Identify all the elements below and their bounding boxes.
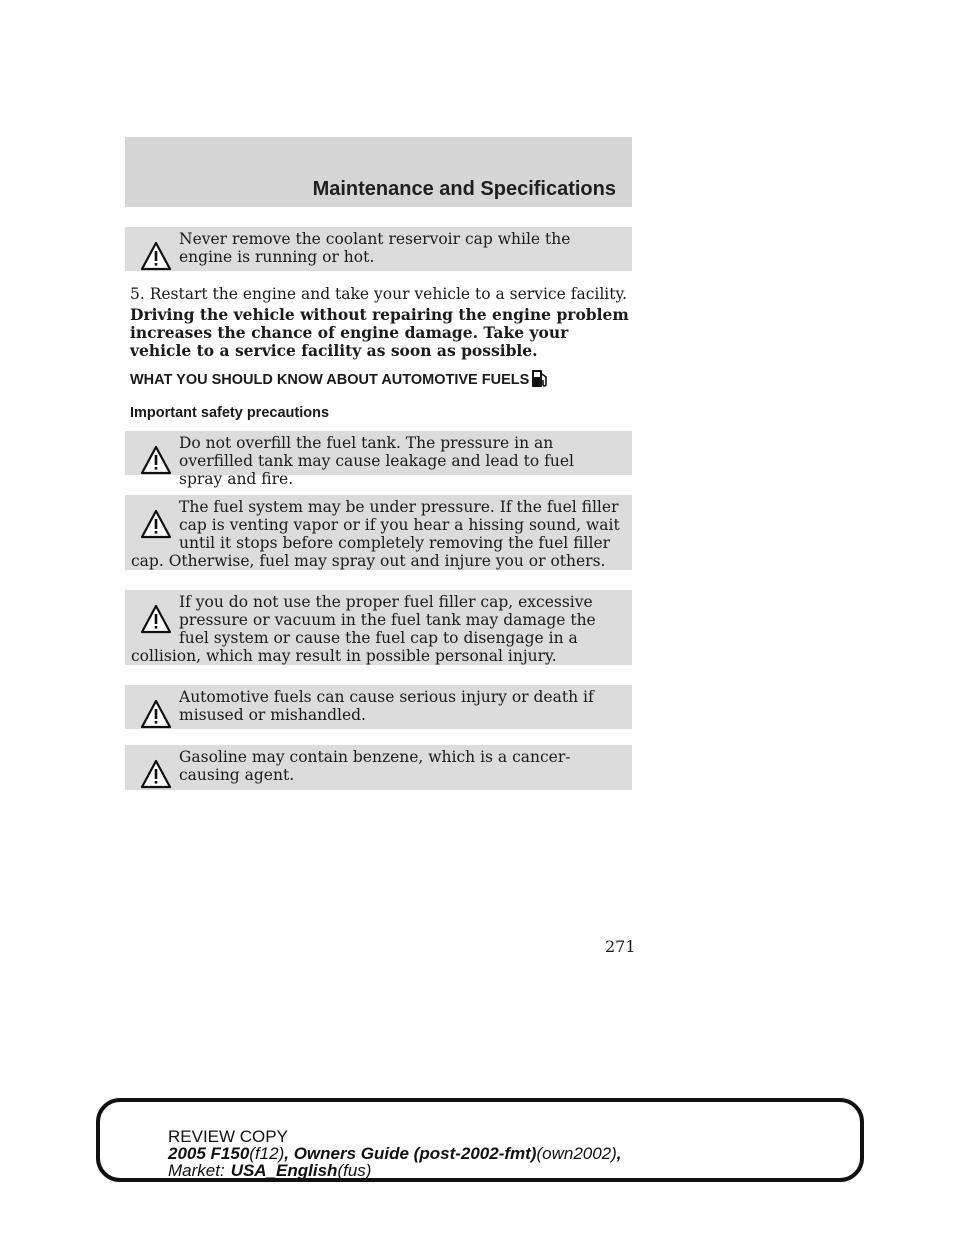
warning-icon — [140, 603, 172, 635]
warning-box — [125, 431, 632, 488]
engine-damage-note: Driving the vehicle without repairing the engine problem increases the chance of engine damage. Take your vehicle to a service facility as soon as possible. — [130, 305, 629, 360]
fuel-pump-icon — [531, 368, 549, 388]
subheading: Important safety precautions — [130, 405, 330, 421]
warning-icon — [140, 758, 172, 790]
step-5: 5. Restart the engine and take your vehicle to a service facility. — [130, 285, 628, 303]
page-title: Maintenance and Specifications — [312, 178, 616, 200]
warning-text: Never remove the coolant reservoir cap while the engine is running or hot. — [179, 230, 571, 266]
review-copy-footer — [96, 1098, 864, 1182]
warning-icon — [140, 698, 172, 730]
warning-text: The fuel system may be under pressure. If the fuel filler cap is venting vapor or if you hear a hissing sound, wait until it stops before completely removing the fuel filler cap. Otherwise, fuel may spray out and injure you or others. — [131, 498, 620, 570]
footer-model-line: 2005 F150(f12), Owners Guide (post-2002-fmt)(own2002), — [168, 1144, 622, 1163]
warning-box — [125, 685, 632, 729]
section-heading: WHAT YOU SHOULD KNOW ABOUT AUTOMOTIVE FUELS — [130, 368, 549, 388]
page-header — [125, 137, 632, 207]
warning-box — [125, 495, 632, 570]
footer-review-copy: REVIEW COPY — [168, 1127, 288, 1146]
warning-icon — [140, 444, 172, 476]
warning-box — [125, 227, 632, 271]
warning-icon — [140, 508, 172, 540]
warning-text: If you do not use the proper fuel filler cap, excessive pressure or vacuum in the fuel tank may damage the fuel system or cause the fuel cap to disengage in a collision, which may result in possible personal injury. — [131, 593, 596, 665]
warning-text: Do not overfill the fuel tank. The pressure in an overfilled tank may cause leakage and lead to fuel spray and fire. — [179, 434, 574, 488]
warning-box — [125, 590, 632, 665]
footer-text — [168, 1128, 622, 1179]
warning-text: Automotive fuels can cause serious injury or death if misused or mishandled. — [179, 688, 594, 724]
page-number: 271 — [605, 937, 636, 956]
footer-market-line: Market: USA_English(fus) — [168, 1161, 372, 1180]
warning-box — [125, 745, 632, 790]
warning-text: Gasoline may contain benzene, which is a cancer-causing agent. — [179, 748, 571, 784]
warning-icon — [140, 240, 172, 272]
